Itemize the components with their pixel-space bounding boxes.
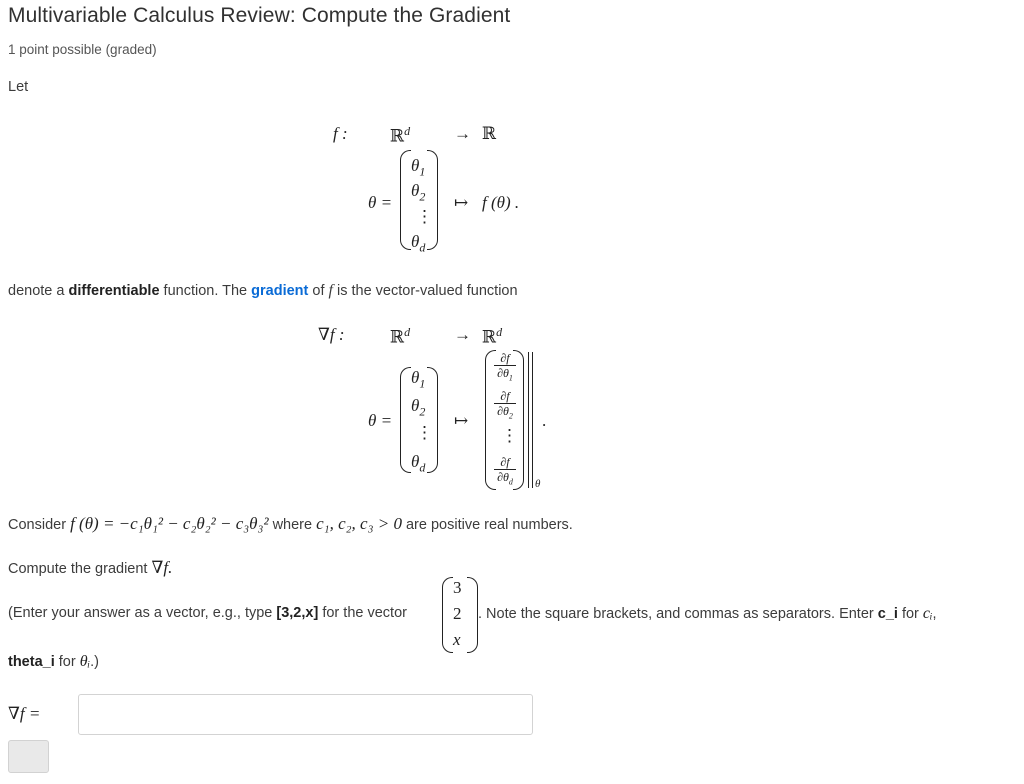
right-paren — [427, 150, 438, 250]
codomain-symbol: ℝ — [482, 124, 497, 143]
mapsto-symbol: ↦ — [454, 411, 469, 430]
vdots: ⋮ — [416, 423, 433, 442]
gradient-sentence: denote a differentiable function. The gradient of f is the vector-valued function — [8, 282, 518, 299]
instructions-line1: (Enter your answer as a vector, e.g., type [3,2,x] for the vector — [8, 605, 407, 621]
left-paren — [400, 150, 411, 250]
points-label: 1 point possible (graded) — [8, 42, 157, 57]
objective-formula: f (θ) = −c₁θ₁² − c₂θ₂² − c₃θ₃² — [70, 514, 269, 533]
domain-symbol: ℝ$^d$ — [390, 325, 411, 347]
eval-bar — [532, 352, 533, 488]
codomain-symbol: ℝ$^d$ — [482, 325, 503, 347]
theta-equals: θ = — [368, 193, 393, 212]
left-paren — [400, 367, 411, 473]
submit-button[interactable] — [8, 740, 49, 773]
vector-entry: $\theta_1$ — [411, 156, 426, 179]
vector-entry: $\theta_2$ — [411, 396, 426, 419]
eval-bar — [528, 352, 529, 488]
theta-equals: θ = — [368, 411, 393, 430]
differentiable-term: differentiable — [68, 283, 160, 299]
partial-derivative: ∂f $\partial\theta_1$ — [492, 352, 518, 384]
arrow-symbol: → — [454, 325, 471, 344]
eval-point: θ — [535, 478, 541, 490]
arrow-symbol: → — [454, 124, 471, 143]
mapsto-symbol: ↦ — [454, 193, 469, 212]
answer-input[interactable] — [78, 694, 533, 735]
vector-entry: $\theta_1$ — [411, 368, 426, 391]
consider-sentence: Consider f (θ) = −c₁θ₁² − c₂θ₂² − c₃θ₃² where c₁, c₂, c₃ > 0 are positive real numbers. — [8, 514, 573, 533]
constants-condition: c₁, c₂, c₃ > 0 — [316, 514, 402, 533]
period: . — [542, 411, 547, 430]
right-paren — [427, 367, 438, 473]
example-vector-entry: 3 — [453, 578, 462, 597]
partial-derivative: ∂f $\partial\theta_d$ — [492, 456, 518, 488]
let-label: Let — [8, 79, 29, 95]
instructions-line2: theta_i for θᵢ.) — [8, 653, 99, 670]
compute-prompt: Compute the gradient ∇f. — [8, 558, 173, 577]
gradient-link[interactable]: gradient — [251, 283, 309, 299]
example-vector-entry: 2 — [453, 604, 462, 623]
f-label: f : — [333, 124, 348, 143]
example-vector-entry: x — [453, 630, 461, 649]
vector-entry: $\theta_d$ — [411, 232, 426, 255]
domain-symbol: ℝ$^d$ — [390, 124, 411, 146]
vector-entry: $\theta_d$ — [411, 452, 426, 475]
answer-label: ∇f = — [8, 704, 41, 723]
grad-f-label: ∇f : — [318, 325, 345, 344]
partial-derivative: ∂f $\partial\theta_2$ — [492, 390, 518, 422]
right-paren — [467, 577, 478, 653]
left-paren — [442, 577, 453, 653]
problem-title: Multivariable Calculus Review: Compute the Gradient — [8, 4, 511, 27]
vdots: ⋮ — [501, 426, 518, 445]
vdots: ⋮ — [416, 207, 433, 226]
instructions-line1-cont: . Note the square brackets, and commas as separators. Enter c_i for cᵢ, — [478, 605, 937, 622]
image-expression: f (θ) . — [482, 193, 520, 212]
vector-entry: $\theta_2$ — [411, 181, 426, 204]
example-answer: [3,2,x] — [276, 605, 319, 621]
